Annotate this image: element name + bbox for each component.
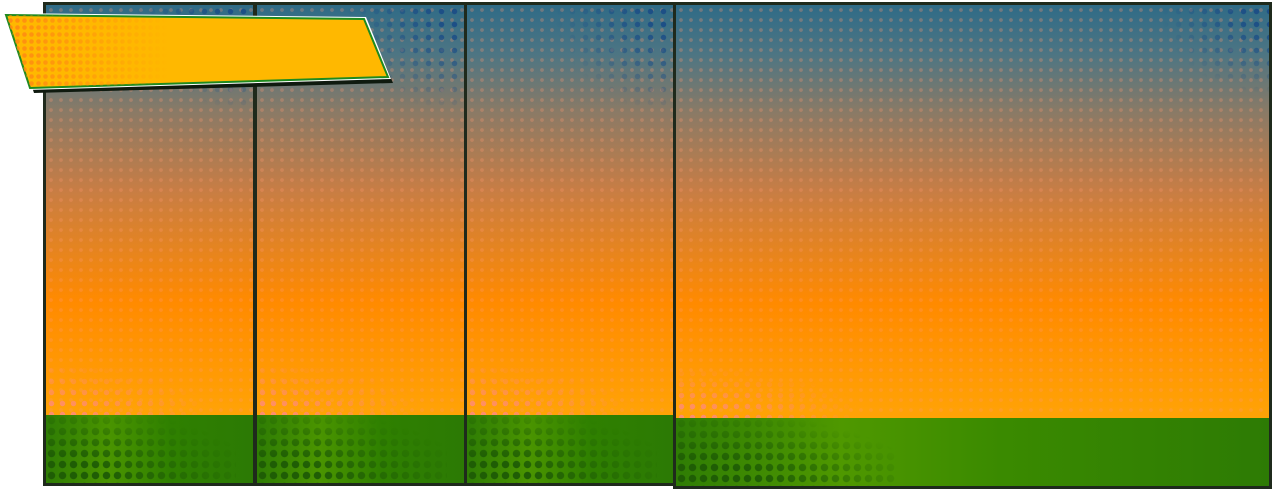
ground-halftone [46, 415, 236, 483]
title-banner [0, 10, 400, 100]
comic-panel-4 [673, 2, 1272, 489]
corner-halftone [553, 5, 673, 115]
ground-halftone [467, 415, 657, 483]
horizon-halftone [257, 365, 417, 415]
horizon-halftone [676, 368, 856, 418]
ground-halftone [676, 418, 896, 486]
ground-halftone [257, 415, 447, 483]
corner-halftone [1159, 5, 1269, 95]
horizon-halftone [46, 365, 206, 415]
comic-panel-3 [464, 2, 676, 486]
horizon-halftone [467, 365, 627, 415]
